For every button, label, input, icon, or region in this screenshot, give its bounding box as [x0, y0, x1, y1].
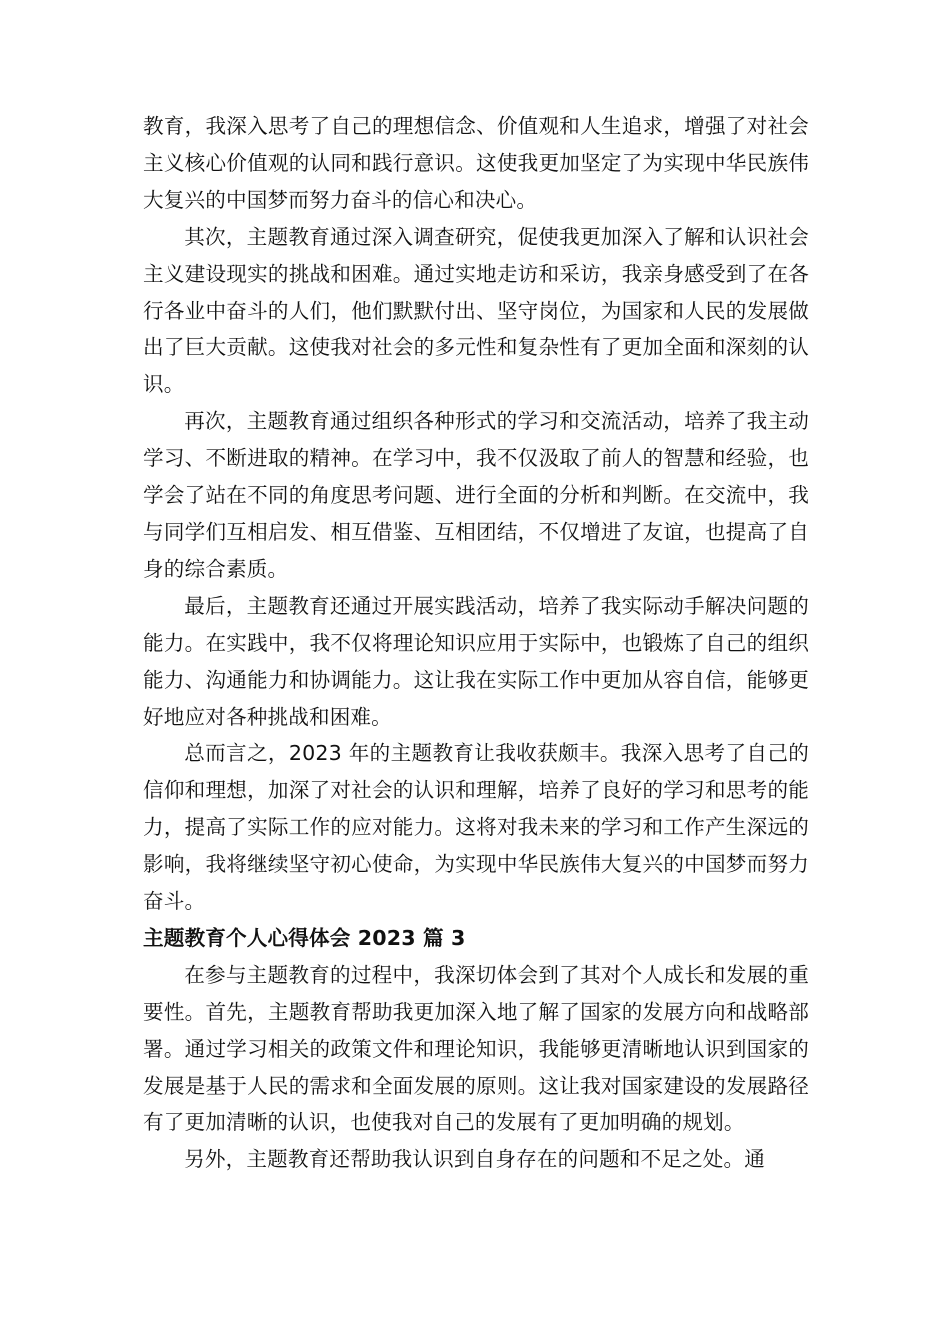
paragraph-4: 最后，主题教育还通过开展实践活动，培养了我实际动手解决问题的能力。在实践中，我不仅将理论知识应用于实际中，也锻炼了自己的组织能力、沟通能力和协调能力。这让我在实际工作中更加从容自信，能够更好地应对各种挑战和困难。	[143, 593, 809, 729]
paragraph-3: 再次，主题教育通过组织各种形式的学习和交流活动，培养了我主动学习、不断进取的精神。在学习中，我不仅汲取了前人的智慧和经验，也学会了站在不同的角度思考问题、进行全面的分析和判断。在交流中，我与同学们互相启发、相互借鉴、互相团结，不仅增进了友谊，也提高了自身的综合素质。	[143, 409, 809, 581]
section-heading: 主题教育个人心得体会 2023 篇 3	[143, 925, 466, 950]
document-page	[143, 108, 809, 1178]
paragraph-7: 另外，主题教育还帮助我认识到自身存在的问题和不足之处。通	[184, 1147, 766, 1172]
paragraph-5: 总而言之，2023 年的主题教育让我收获颇丰。我深入思考了自己的信仰和理想，加深了对社会的认识和理解，培养了良好的学习和思考的能力，提高了实际工作的应对能力。这将对我未来的学习和工作产生深远的影响，我将继续坚守初心使命，为实现中华民族伟大复兴的中国梦而努力奋斗。	[143, 741, 809, 914]
paragraph-2: 其次，主题教育通过深入调查研究，促使我更加深入了解和认识社会主义建设现实的挑战和困难。通过实地走访和采访，我亲身感受到了在各行各业中奋斗的人们，他们默默付出、坚守岗位，为国家和人民的发展做出了巨大贡献。这使我对社会的多元性和复杂性有了更加全面和深刻的认识。	[143, 224, 809, 397]
paragraph-1: 教育，我深入思考了自己的理想信念、价值观和人生追求，增强了对社会主义核心价值观的认同和践行意识。这使我更加坚定了为实现中华民族伟大复兴的中国梦而努力奋斗的信心和决心。	[143, 114, 809, 212]
paragraph-6: 在参与主题教育的过程中，我深切体会到了其对个人成长和发展的重要性。首先，主题教育帮助我更加深入地了解了国家的发展方向和战略部署。通过学习相关的政策文件和理论知识，我能够更清晰地认识到国家的发展是基于人民的需求和全面发展的原则。这让我对国家建设的发展路径有了更加清晰的认识，也使我对自己的发展有了更加明确的规划。	[143, 962, 809, 1135]
